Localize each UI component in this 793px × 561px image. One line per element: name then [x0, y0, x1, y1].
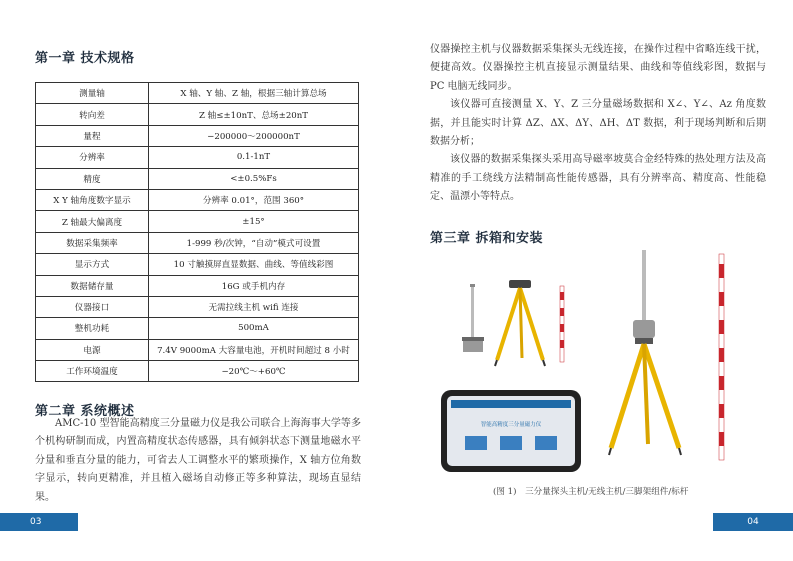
right-para-2: 该仪器可直接测量 X、Y、Z 三分量磁场数据和 X∠、Y∠、Az 角度数据，并且能实时计算 ΔZ、ΔX、ΔY、ΔH、ΔT 数据，利于现场判断和后期数据分析；: [430, 99, 766, 148]
tripod-small-illustration: [495, 280, 545, 366]
spec-row: [36, 189, 359, 210]
spec-row: [36, 339, 359, 360]
spec-name-cell: 显示方式: [36, 254, 149, 275]
equipment-figure: [425, 240, 765, 480]
page-number-right: 04: [713, 513, 793, 531]
spec-name-cell: 量程: [36, 125, 149, 146]
spec-row: [36, 168, 359, 189]
spec-value-cell: 1-999 秒/次钟，“自动”模式可设置: [149, 232, 359, 253]
spec-value-cell: Z 轴≤±10nT、总场±20nT: [149, 104, 359, 125]
spec-value-cell: 0.1-1nT: [149, 147, 359, 168]
spec-row: [36, 125, 359, 146]
spec-name-cell: 数据采集频率: [36, 232, 149, 253]
spec-name-cell: 整机功耗: [36, 318, 149, 339]
pole-small-illustration: [560, 286, 564, 362]
spec-row: [36, 147, 359, 168]
spec-value-cell: 分辨率 0.01°，范围 360°: [149, 189, 359, 210]
spec-value-cell: 500mA: [149, 318, 359, 339]
spec-row: [36, 296, 359, 317]
spec-value-cell: ±15°: [149, 211, 359, 232]
spec-row: [36, 318, 359, 339]
tripod-large-illustration: [609, 250, 681, 455]
spec-name-cell: 精度: [36, 168, 149, 189]
spec-value-cell: −200000～200000nT: [149, 125, 359, 146]
chapter1-title: 第一章 技术规格: [35, 51, 135, 66]
spec-name-cell: 分辨率: [36, 147, 149, 168]
chapter2-text: AMC-10 型智能高精度三分量磁力仪是我公司联合上海海事大学等多个机构研制而成，内置高精度状态传感器，具有倾斜状态下测量地磁水平分量和垂直分量的能力，可省去人工调整水平的繁琐操作，X 轴方位角数 字显示，转向更精准，并且植入磁场自动修正等多种算法，现场直显结果。: [35, 418, 361, 503]
spec-row: [36, 361, 359, 382]
chapter3-title: 第三章 拆箱和安装: [430, 231, 544, 246]
page-number-left: 03: [0, 513, 78, 531]
spec-value-cell: 7.4V 9000mA 大容量电池，开机时间超过 8 小时: [149, 339, 359, 360]
pole-large-illustration: [719, 254, 724, 460]
right-para-3: 该仪器的数据采集探头采用高导磁率坡莫合金经特殊的热处理方法及高精准的手工绕线方法精制高性能传感器，具有分辨率高、精度高、性能稳定、温漂小等特点。: [430, 154, 766, 203]
spec-row: [36, 275, 359, 296]
spec-name-cell: 工作环境温度: [36, 361, 149, 382]
spec-value-cell: X 轴、Y 轴、Z 轴，根据三轴计算总场: [149, 83, 359, 104]
spec-name-cell: 电源: [36, 339, 149, 360]
probe-stand-illustration: [462, 284, 484, 352]
spec-table: [35, 82, 359, 382]
left-page: [0, 0, 396, 561]
spec-value-cell: 16G 或手机内存: [149, 275, 359, 296]
figure-caption: (图 1) 三分量探头主机/无线主机/三脚架组件/标杆: [493, 487, 689, 497]
spec-row: [36, 232, 359, 253]
spec-value-cell: 10 寸触摸屏直显数据、曲线、等值线彩图: [149, 254, 359, 275]
spec-name-cell: Z 轴最大偏离度: [36, 211, 149, 232]
right-para-1: 仪器操控主机与仪器数据采集探头无线连接，在操作过程中省略连线干扰，便捷高效。仪器操控主机直接显示测量结果、曲线和等值线彩图，数据与 PC 电脑无线同步。: [430, 44, 766, 92]
spec-row: [36, 104, 359, 125]
spec-value-cell: <±0.5%Fs: [149, 168, 359, 189]
spec-value-cell: 无需拉线主机 wifi 连接: [149, 296, 359, 317]
chapter2-paragraph: [35, 415, 361, 507]
device-screen-title: 智能高精度三分量磁力仪: [480, 422, 542, 428]
spec-name-cell: X Y 轴角度数字显示: [36, 189, 149, 210]
spec-value-cell: −20℃～+60℃: [149, 361, 359, 382]
spec-row: [36, 83, 359, 104]
right-intro-paragraphs: [430, 41, 766, 207]
spec-row: [36, 211, 359, 232]
spec-name-cell: 转向差: [36, 104, 149, 125]
spec-name-cell: 仪器接口: [36, 296, 149, 317]
spec-name-cell: 测量轴: [36, 83, 149, 104]
wireless-host-illustration: [441, 390, 581, 472]
spec-row: [36, 254, 359, 275]
chapter2-title: 第二章 系统概述: [35, 404, 135, 419]
spec-name-cell: 数据储存量: [36, 275, 149, 296]
